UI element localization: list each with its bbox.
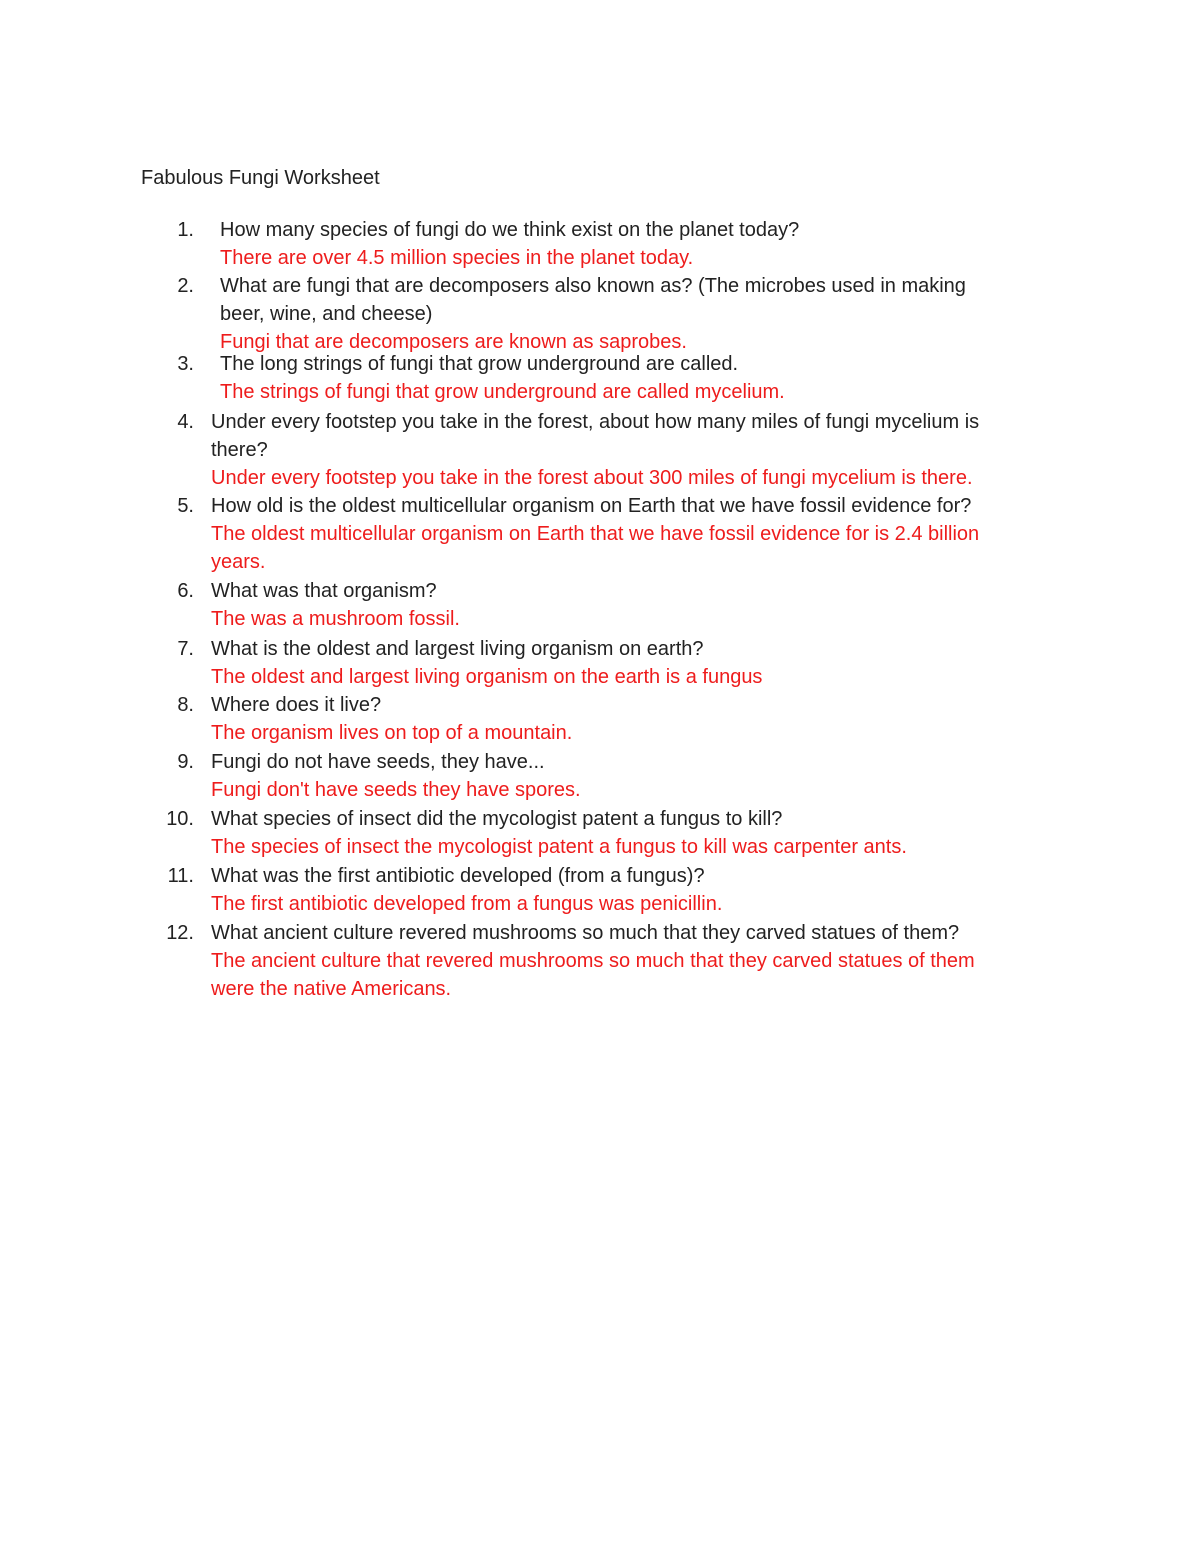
question-body — [211, 919, 975, 1003]
question-text: Where does it live? — [211, 694, 382, 716]
answer-text: Fungi don't have seeds they have spores. — [211, 779, 581, 801]
answer-text: Fungi that are decomposers are known as saprobes. — [220, 331, 687, 353]
question-text: What species of insect did the mycologist patent a fungus to kill? — [211, 808, 783, 830]
question-text: Under every footstep you take in the forest, about how many miles of fungi mycelium is — [211, 411, 980, 433]
page-title: Fabulous Fungi Worksheet — [141, 167, 380, 189]
answer-text: were the native Americans. — [211, 978, 452, 1000]
question-body — [211, 408, 979, 492]
answer-text: The species of insect the mycologist patent a fungus to kill was carpenter ants. — [211, 836, 907, 858]
question-number: 4. — [177, 411, 194, 433]
question-body — [220, 272, 966, 356]
question-body — [211, 492, 979, 576]
answer-text: The ancient culture that revered mushrooms so much that they carved statues of them — [211, 950, 975, 972]
question-number: 3. — [177, 353, 194, 375]
question-number: 1. — [177, 219, 194, 241]
question-number: 5. — [177, 495, 194, 517]
question-body — [211, 577, 460, 633]
question-number: 10. — [166, 808, 194, 830]
question-body — [211, 691, 572, 747]
question-body — [211, 862, 722, 918]
question-number: 9. — [177, 751, 194, 773]
question-body — [211, 748, 581, 804]
answer-text: The was a mushroom fossil. — [211, 608, 460, 630]
question-body — [220, 350, 785, 406]
question-number: 12. — [166, 922, 194, 944]
question-number: 6. — [177, 580, 194, 602]
answer-text: years. — [211, 551, 266, 573]
answer-text: The strings of fungi that grow underground are called mycelium. — [220, 381, 785, 403]
question-number: 11. — [167, 865, 194, 887]
question-body — [211, 635, 762, 691]
question-text: What are fungi that are decomposers also known as? (The microbes used in making — [220, 275, 966, 297]
question-text: The long strings of fungi that grow underground are called. — [220, 353, 739, 375]
question-text: What is the oldest and largest living organism on earth? — [211, 638, 704, 660]
question-text: beer, wine, and cheese) — [220, 303, 433, 325]
answer-text: Under every footstep you take in the forest about 300 miles of fungi mycelium is there. — [211, 467, 973, 489]
question-number: 2. — [177, 275, 194, 297]
question-text: there? — [211, 439, 268, 461]
answer-text: The organism lives on top of a mountain. — [211, 722, 573, 744]
question-text: How many species of fungi do we think exist on the planet today? — [220, 219, 800, 241]
answer-text: The oldest multicellular organism on Earth that we have fossil evidence for is 2.4 billion — [211, 523, 980, 545]
question-body — [211, 805, 907, 861]
question-text: What ancient culture revered mushrooms so much that they carved statues of them? — [211, 922, 960, 944]
question-text: Fungi do not have seeds, they have... — [211, 751, 545, 773]
answer-text: The first antibiotic developed from a fungus was penicillin. — [211, 893, 723, 915]
question-text: What was the first antibiotic developed (from a fungus)? — [211, 865, 705, 887]
question-body — [220, 216, 799, 272]
question-number: 7. — [177, 638, 194, 660]
question-number: 8. — [177, 694, 194, 716]
answer-text: The oldest and largest living organism on the earth is a fungus — [211, 666, 763, 688]
question-text: What was that organism? — [211, 580, 437, 602]
question-text: How old is the oldest multicellular organism on Earth that we have fossil evidence for? — [211, 495, 972, 517]
answer-text: There are over 4.5 million species in the planet today. — [220, 247, 694, 269]
